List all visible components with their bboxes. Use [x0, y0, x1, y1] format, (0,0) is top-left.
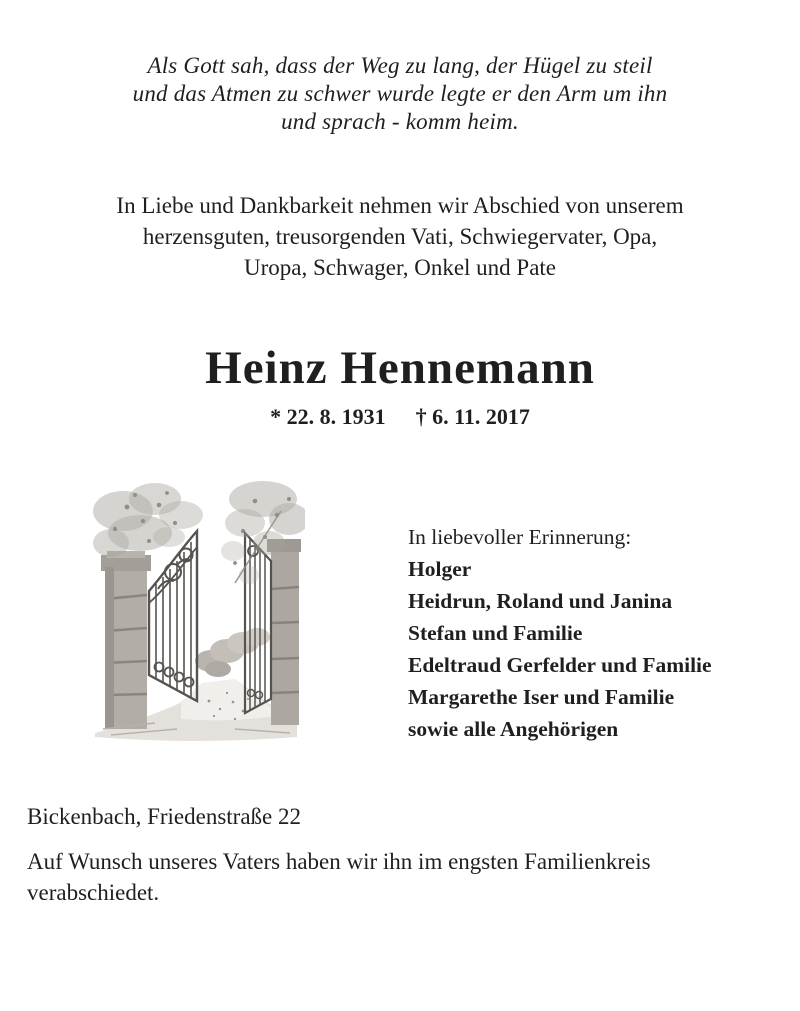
quote-line: und das Atmen zu schwer wurde legte er den Arm um ihn	[132, 81, 668, 106]
address-line: Bickenbach, Friedenstraße 22	[27, 804, 301, 829]
birth-date: * 22. 8. 1931	[270, 404, 386, 429]
hedge	[195, 628, 270, 677]
intro-line: In Liebe und Dankbarkeit nehmen wir Abschied von unserem	[116, 193, 684, 218]
closing-note: Auf Wunsch unseres Vaters haben wir ihn im engsten Familienkreis verabschiedet.	[27, 849, 651, 905]
opening-quote	[0, 52, 800, 136]
left-gate-door	[149, 531, 197, 701]
mourner-name: Edeltraud Gerfelder und Familie	[408, 653, 712, 677]
memorial-header: In liebevoller Erinnerung:	[408, 525, 632, 549]
mourner-name: Heidrun, Roland und Janina	[408, 589, 673, 613]
life-dates	[0, 403, 800, 431]
mourner-name: Stefan und Familie	[408, 621, 583, 645]
middle-section	[0, 471, 800, 746]
foliage-left	[93, 483, 203, 557]
memorial-list	[408, 521, 712, 745]
left-pillar	[101, 551, 151, 729]
mourner-name: sowie alle Angehörigen	[408, 717, 619, 741]
mourner-name: Margarethe Iser und Familie	[408, 685, 675, 709]
open-garden-gate-illustration	[85, 471, 305, 746]
quote-line: Als Gott sah, dass der Weg zu lang, der Hügel zu steil	[147, 53, 653, 78]
obituary-notice	[0, 52, 800, 1011]
intro-paragraph	[0, 190, 800, 283]
deceased-name: Heinz Hennemann	[205, 342, 595, 394]
quote-line: und sprach - komm heim.	[281, 109, 519, 134]
intro-line: herzensguten, treusorgenden Vati, Schwiegervater, Opa,	[142, 224, 658, 249]
death-date: † 6. 11. 2017	[415, 404, 530, 429]
intro-line: Uropa, Schwager, Onkel und Pate	[243, 255, 557, 280]
mourner-name: Holger	[408, 557, 472, 581]
